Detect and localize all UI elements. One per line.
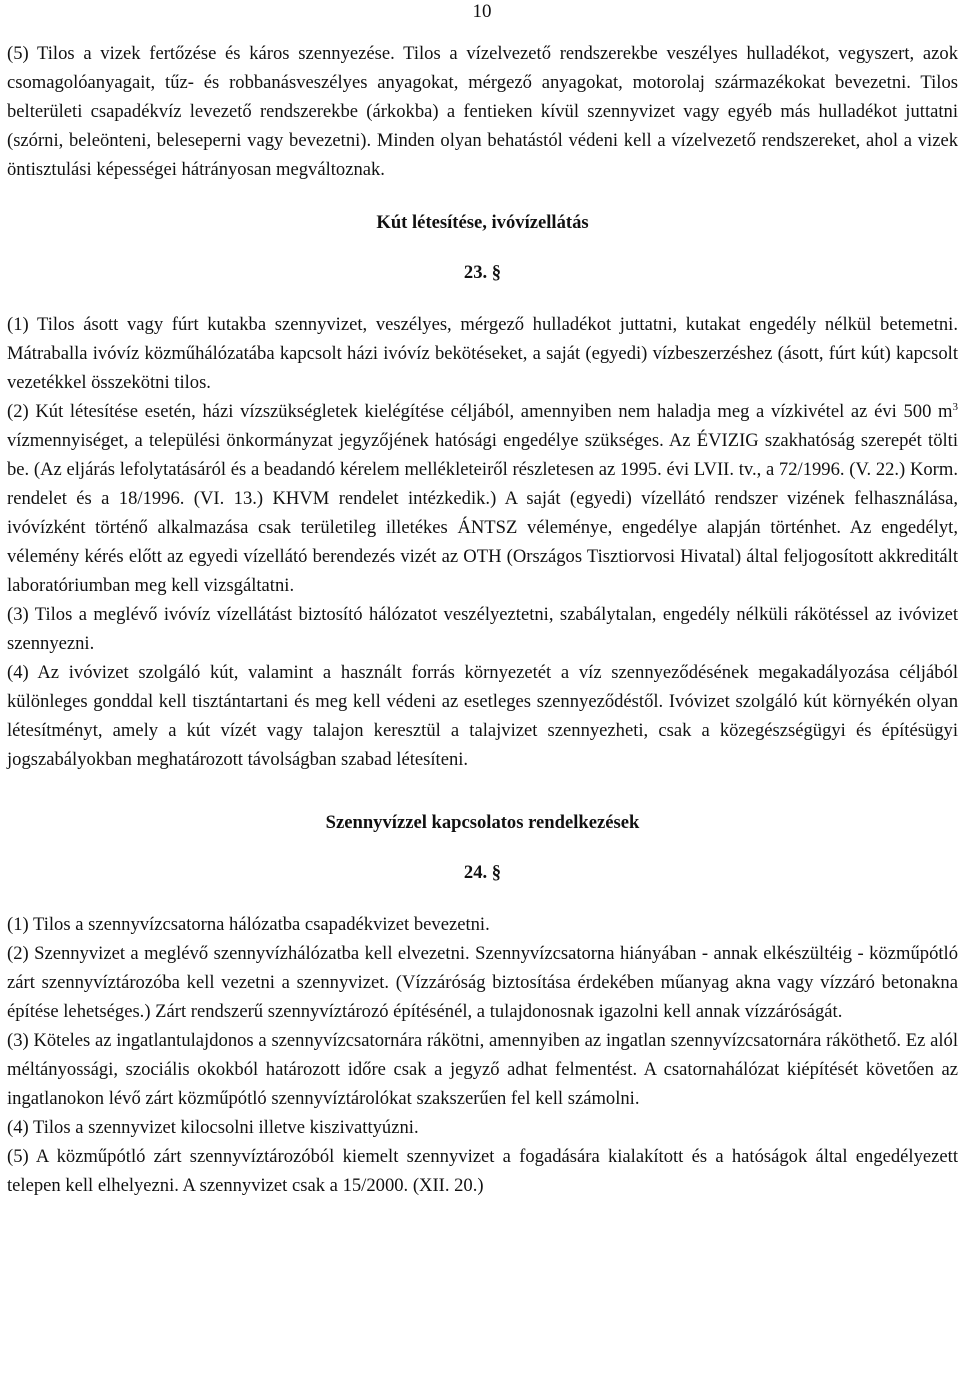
section-23-paragraph-2-text-a: (2) Kút létesítése esetén, házi vízszükségletek kielégítése céljából, amennyiben nem haladja meg a vízkivétel az évi 500 m xyxy=(7,401,953,422)
section-23-paragraph-4: (4) Az ivóvizet szolgáló kút, valamint a használt forrás környezetét a víz szennyeződésének megakadályozása céljából különleges gonddal kell tisztántartani és meg kell védeni az esetleges szennyeződéstől. Ivóvizet szolgáló kút környékén olyan létesítményt, amely a kút vízét vagy talajon keresztül a talajvizet szennyezheti, csak a közegészségügyi és építésügyi jogszabályokban meghatározott távolságban szabad létesíteni. xyxy=(7,662,958,770)
section-23-paragraph-3: (3) Tilos a meglévő ivóvíz vízellátást biztosító hálózatot veszélyeztetni, szabálytalan, engedély nélküli rákötéssel az ivóvizet szennyezni. xyxy=(7,604,958,654)
section-23-heading: Kút létesítése, ivóvízellátás xyxy=(376,212,589,233)
section-24-paragraph-2: (2) Szennyvizet a meglévő szennyvízhálózatba kell elvezetni. Szennyvízcsatorna hiányában - annak elkészültéig - közműpótló zárt szennyvíztározóba kell vezetni a szennyvizet. (Vízzáróság biztosítása érdekében műanyag akna vagy vízzáró betonakna építése lehetséges.) Zárt rendszerű szennyvíztározó építésénél, a tulajdonosnak igazolni kell annak vízzáróságát. xyxy=(7,943,958,1022)
section-23-number: 23. § xyxy=(463,262,502,283)
section-24-number: 24. § xyxy=(463,862,502,883)
section-24-paragraph-4: (4) Tilos a szennyvizet kilocsolni illetve kiszivattyúzni. xyxy=(7,1117,419,1138)
document-body xyxy=(7,39,958,1200)
section-24-heading: Szennyvízzel kapcsolatos rendelkezések xyxy=(325,812,640,833)
section-24-paragraph-3: (3) Köteles az ingatlantulajdonos a szennyvízcsatornára rákötni, amennyiben az ingatlan szennyvízcsatornára ráköthető. Ez alól méltányossági, szociális okokból határozott időre csak a jegyző adhat felmentést. A csatornahálózat kiépítését követően az ingatlanokon lévő zárt közműpótló szennyvíztárolókat szakszerűen fel kell számolni. xyxy=(7,1030,958,1109)
section-23-paragraph-1: (1) Tilos ásott vagy fúrt kutakba szennyvizet, veszélyes, mérgező hulladékot juttatni, kutakat engedély nélkül betemetni. Mátraballa ivóvíz közműhálózatába kapcsolt házi ivóvíz bekötéseket, a saját (egyedi) vízbeszerzéshez (ásott, fúrt kút) kapcsolt vezetékkel összekötni tilos. xyxy=(7,314,958,393)
section-23-paragraph-2 xyxy=(7,397,958,600)
section-24-paragraph-1: (1) Tilos a szennyvízcsatorna hálózatba csapadékvizet bevezetni. xyxy=(7,914,490,935)
page-number: 10 xyxy=(472,1,492,22)
section-23-paragraph-2-text-b: vízmennyiséget, a települési önkormányzat jegyzőjének hatósági engedélye szükséges. Az ÉVIZIG szakhatóság szerepét tölti be. (Az eljárás lefolytatásáról és a beadandó kérelem mellékleteiről részletesen az 1995. évi LVII. tv., a 72/1996. (V. 22.) Korm. rendelet és a 18/1996. (VI. 13.) KHVM rendelet intézkedik.) A saját (egyedi) vízellátó rendszer vizének felhasználása, ivóvízként történő alkalmazása csak területileg illetékes ÁNTSZ véleménye, engedélye alapján történhet. Az engedélyt, vélemény kérés előtt az egyedi vízellátó berendezés vizét az OTH (Országos Tisztiorvosi Hivatal) által feljogosított akkreditált laboratóriumban meg kell vizsgáltatni. xyxy=(7,430,958,596)
intro-paragraph: (5) Tilos a vizek fertőzése és káros szennyezése. Tilos a vízelvezető rendszerekbe veszélyes hulladékot, vegyszert, azok csomagolóanyagait, tűz- és robbanásveszélyes anyagokat, mérgező anyagokat, motorolaj származékokat bevezetni. Tilos belterületi csapadékvíz levezető rendszerekbe (árkokba) a fentieken kívül szennyvizet vagy egyéb más hulladékot juttatni (szórni, beleönteni, beleseperni vagy bevezetni). Minden olyan behatástól védeni kell a vízelvezető rendszereket, ahol a vizek öntisztulási képességei hátrányosan megváltoznak. xyxy=(7,43,958,180)
section-24-paragraph-5: (5) A közműpótló zárt szennyvíztározóból kiemelt szennyvizet a fogadására kialakított és a hatóságok által engedélyezett telepen kell elhelyezni. A szennyvizet csak a 15/2000. (XII. 20.) xyxy=(7,1146,958,1196)
cubic-superscript: 3 xyxy=(952,401,958,413)
